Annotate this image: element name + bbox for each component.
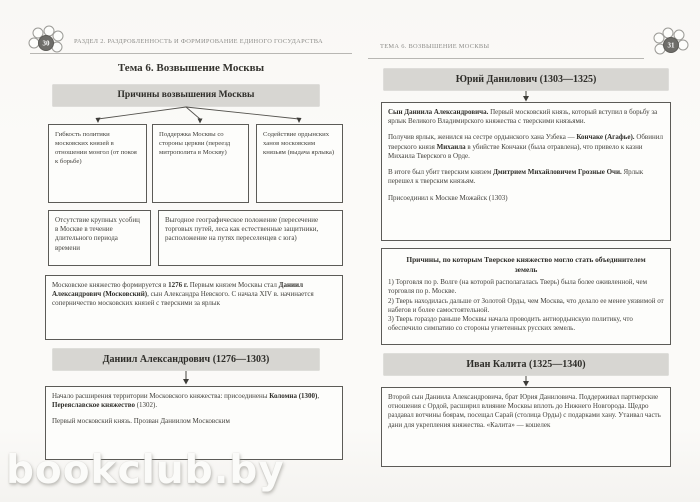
page-ornament-icon <box>649 28 689 60</box>
kalita-box <box>381 387 671 467</box>
tver-reasons-box <box>381 248 671 345</box>
page-number-left: 30 <box>42 39 50 48</box>
daniil-header-bar: Даниил Александрович (1276—1303) <box>53 349 319 370</box>
cause-box-4: Отсутствие крупных усобиц в Москве в течение длительного периода времени <box>48 210 151 266</box>
yuri-paragraph-4: Присоединил к Москве Можайск (1303) <box>388 193 508 202</box>
daniil-paragraph-2: Первый московский князь. Прозван Даниилом Московским <box>52 417 230 426</box>
tver-reason-1: 1) Торговля по р. Волге (на которой располагалась Тверь) была более оживленной, чем торговля по р. Москве. <box>388 278 648 296</box>
down-arrow-icon <box>520 376 532 387</box>
cause-box-5: Выгодное географическое положение (пересечение торговых путей, леса как естественные защитники, расположение на путях переселенцев с юга) <box>158 210 343 266</box>
fan-arrows <box>55 107 317 124</box>
left-page <box>30 28 352 480</box>
yuri-box <box>381 102 671 241</box>
watermark: bookclub.by <box>6 448 285 493</box>
yuri-paragraph-3: В итоге был убит тверским князем Дмитрием Михайловичем Грозные Очи. Ярлык перешел к тверским князьям. <box>388 168 644 186</box>
cause-box-2: Поддержка Москвы со стороны церкви (переезд митрополита в Москву) <box>152 124 249 203</box>
daniil-paragraph-1: Начало расширения территории Московского княжества: присоединены Коломна (1300), Переяславское княжество (1302). <box>52 392 320 410</box>
yuri-header-bar: Юрий Данилович (1303—1325) <box>384 69 668 90</box>
page-number-right: 31 <box>667 41 675 50</box>
moscow-formation-box <box>45 275 343 340</box>
kalita-header-bar: Иван Калита (1325—1340) <box>384 354 668 375</box>
right-page <box>368 28 688 480</box>
topic-title: Тема 6. Возвышение Москвы <box>117 62 265 74</box>
down-arrow-icon <box>520 91 532 102</box>
yuri-paragraph-2: Получив ярлык, женился на сестре ордынского хана Узбека — Кончаке (Агафье). Обвинил тверского князя Михаила в убийстве Кончаки (была отравлена), что привело к казни Михаила Тверского в Орде. <box>388 133 663 160</box>
cause-box-1: Гибкость политики московских князей в отношении монгол (от покоя к борьбе) <box>48 124 147 203</box>
running-head-right: ТЕМА 6. ВОЗВЫШЕНИЕ МОСКВЫ <box>380 43 490 50</box>
tver-reasons-header: Причины, по которым Тверское княжество могло стать объединителем земель <box>406 255 646 274</box>
kalita-text: Второй сын Даниила Александровича, брат Юрия Даниловича. Поддерживал партнерские отношения с Ордой, расширил влияние Москвы вплоть до Нижнего Новгорода. Щедро раздавал вотчины боярам, посещал Сарай (столица Орды) с подарками хану. Утаивал часть дани для укрепления княжества. «Калита» — кошелек <box>388 393 661 429</box>
head-rule-left <box>30 53 352 54</box>
moscow-formation-text: Московское княжество формируется в 1276 г. Первым князем Москвы стал Даниил Александрович (Московский), сын Александра Невского. С начала XIV в. начинается соперничество московских князей с тверскими за ярлык <box>52 281 314 308</box>
yuri-paragraph-1: Сын Даниила Александровича. Первый московский князь, который вступил в борьбу за ярлык Великого Владимирского княжества с тверскими князьями. <box>388 108 658 126</box>
cause-box-3: Содействие ордынских ханов московским князьям (выдача ярлыка) <box>256 124 343 203</box>
head-rule-right <box>368 58 644 59</box>
tver-reason-2: 2) Тверь находилась дальше от Золотой Орды, чем Москва, что делало ее менее уязвимой от набегов и более самостоятельной. <box>388 296 664 314</box>
causes-header-bar: Причины возвышения Москвы <box>53 85 319 106</box>
down-arrow-icon <box>180 371 192 385</box>
running-head-left: РАЗДЕЛ 2. РАЗДРОБЛЕННОСТЬ И ФОРМИРОВАНИЕ ЕДИНОГО ГОСУДАРСТВА <box>74 38 323 45</box>
tver-reason-3: 3) Тверь гораздо раньше Москвы начала проводить антиордынскую политику, что обеспечило симпатию со стороны угнетенных русских земель. <box>388 315 633 333</box>
